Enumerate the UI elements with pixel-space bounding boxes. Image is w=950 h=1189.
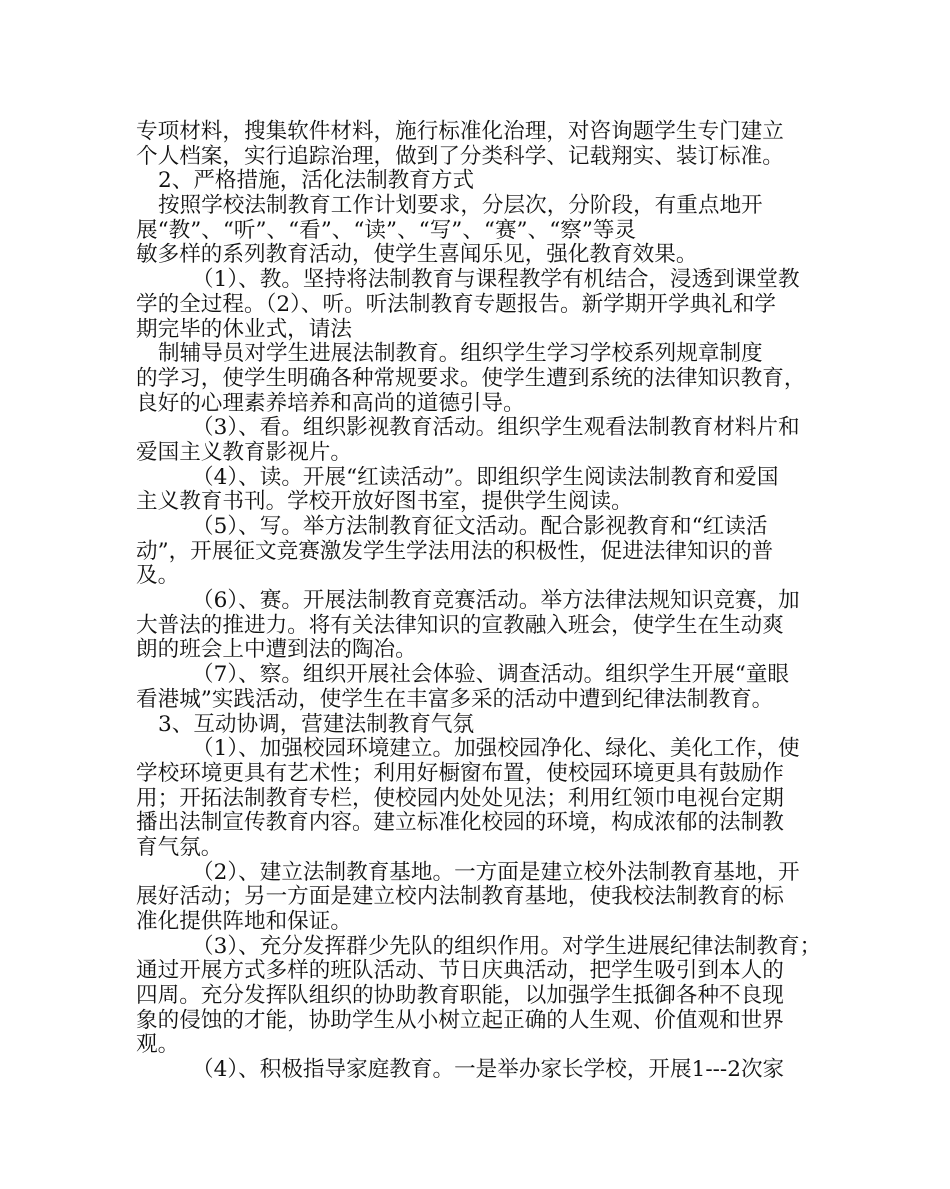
text-line: 展“教”、“听”、“看”、“读”、“写”、“赛”、“察”等灵 xyxy=(136,217,637,243)
text-line: 象的侵蚀的才能，协助学生从小树立起正确的人生观、价值观和世界 xyxy=(136,1007,784,1033)
text-line: （6）、赛。开展法制教育竞赛活动。举方法律法规知识竞赛，加 xyxy=(192,588,800,614)
text-line: 观。 xyxy=(136,1032,180,1058)
text-line: 展好活动；另一方面是建立校内法制教育基地，使我校法制教育的标 xyxy=(136,884,784,910)
text-line: （3）、充分发挥群少先队的组织作用。对学生进展纪律法制教育； xyxy=(192,933,822,959)
text-line: 学的全过程。（2）、听。听法制教育专题报告。新学期开学典礼和学 xyxy=(136,291,776,317)
text-line: 看港城”实践活动，使学生在丰富多采的活动中遭到纪律法制教育。 xyxy=(136,686,774,712)
text-line: 专项材料，搜集软件材料，施行标准化治理，对咨询题学生专门建立 xyxy=(136,119,784,144)
section-heading: 2、严格措施，活化法制教育方式 xyxy=(158,168,475,194)
document-page xyxy=(136,120,826,1083)
text-line: 准化提供阵地和保证。 xyxy=(136,909,352,934)
text-line: 制辅导员对学生进展法制教育。组织学生学习学校系列规章制度 xyxy=(158,341,763,367)
text-line: 良好的心理素养培养和高尚的道德引导。 xyxy=(136,390,525,416)
text-line: 播出法制宣传教育内容。建立标准化校园的环境，构成浓郁的法制教 xyxy=(136,810,784,836)
text-line: 通过开展方式多样的班队活动、节日庆典活动，把学生吸引到本人的 xyxy=(136,958,784,984)
text-line: （5）、写。举方法制教育征文活动。配合影视教育和“红读活 xyxy=(192,514,768,539)
text-line: 四周。充分发挥队组织的协助教育职能，以加强学生抵御各种不良现 xyxy=(136,983,784,1009)
text-line: （3）、看。组织影视教育活动。组织学生观看法制教育材料片和 xyxy=(192,415,800,441)
text-line: 的学习，使学生明确各种常规要求。使学生遭到系统的法律知识教育， xyxy=(136,365,806,391)
text-line: 大普法的推进力。将有关法律知识的宣教融入班会，使学生在生动爽 xyxy=(136,612,784,638)
text-line: 按照学校法制教育工作计划要求，分层次，分阶段，有重点地开 xyxy=(158,193,763,219)
text-line: 个人档案，实行追踪治理，做到了分类科学、记载翔实、装订标准。 xyxy=(136,143,784,169)
text-line: （7）、察。组织开展社会体验、调查活动。组织学生开展“童眼 xyxy=(192,662,790,688)
text-line: 主义教育书刊。学校开放好图书室，提供学生阅读。 xyxy=(136,489,633,515)
text-line: （4）、积极指导家庭教育。一是举办家长学校，开展1---2次家 xyxy=(192,1057,785,1083)
text-line: （2）、建立法制教育基地。一方面是建立校外法制教育基地，开 xyxy=(192,859,800,885)
text-line: 用；开拓法制教育专栏，使校园内处处见法；利用红领巾电视台定期 xyxy=(136,785,784,811)
text-line: 学校环境更具有艺术性；利用好橱窗布置，使校园环境更具有鼓励作 xyxy=(136,760,784,786)
text-line: 及。 xyxy=(136,563,180,589)
section-heading: 3、互动协调，营建法制教育气氛 xyxy=(158,711,475,737)
text-line: （1）、教。坚持将法制教育与课程教学有机结合，浸透到课堂教 xyxy=(192,267,800,293)
text-line: 爱国主义教育影视片。 xyxy=(136,439,352,465)
text-line: （4）、读。开展“红读活动”。即组织学生阅读法制教育和爱国 xyxy=(192,464,779,490)
text-line: 育气氛。 xyxy=(136,834,223,860)
text-line: 敏多样的系列教育活动，使学生喜闻乐见，强化教育效果。 xyxy=(136,242,698,268)
text-line: （1）、加强校园环境建立。加强校园净化、绿化、美化工作，使 xyxy=(192,736,800,762)
text-line: 朗的班会上中遭到法的陶冶。 xyxy=(136,637,417,663)
text-line: 期完毕的休业式，请法 xyxy=(136,316,352,342)
text-line: 动”，开展征文竞赛激发学生学法用法的积极性，促进法律知识的普 xyxy=(136,538,774,564)
